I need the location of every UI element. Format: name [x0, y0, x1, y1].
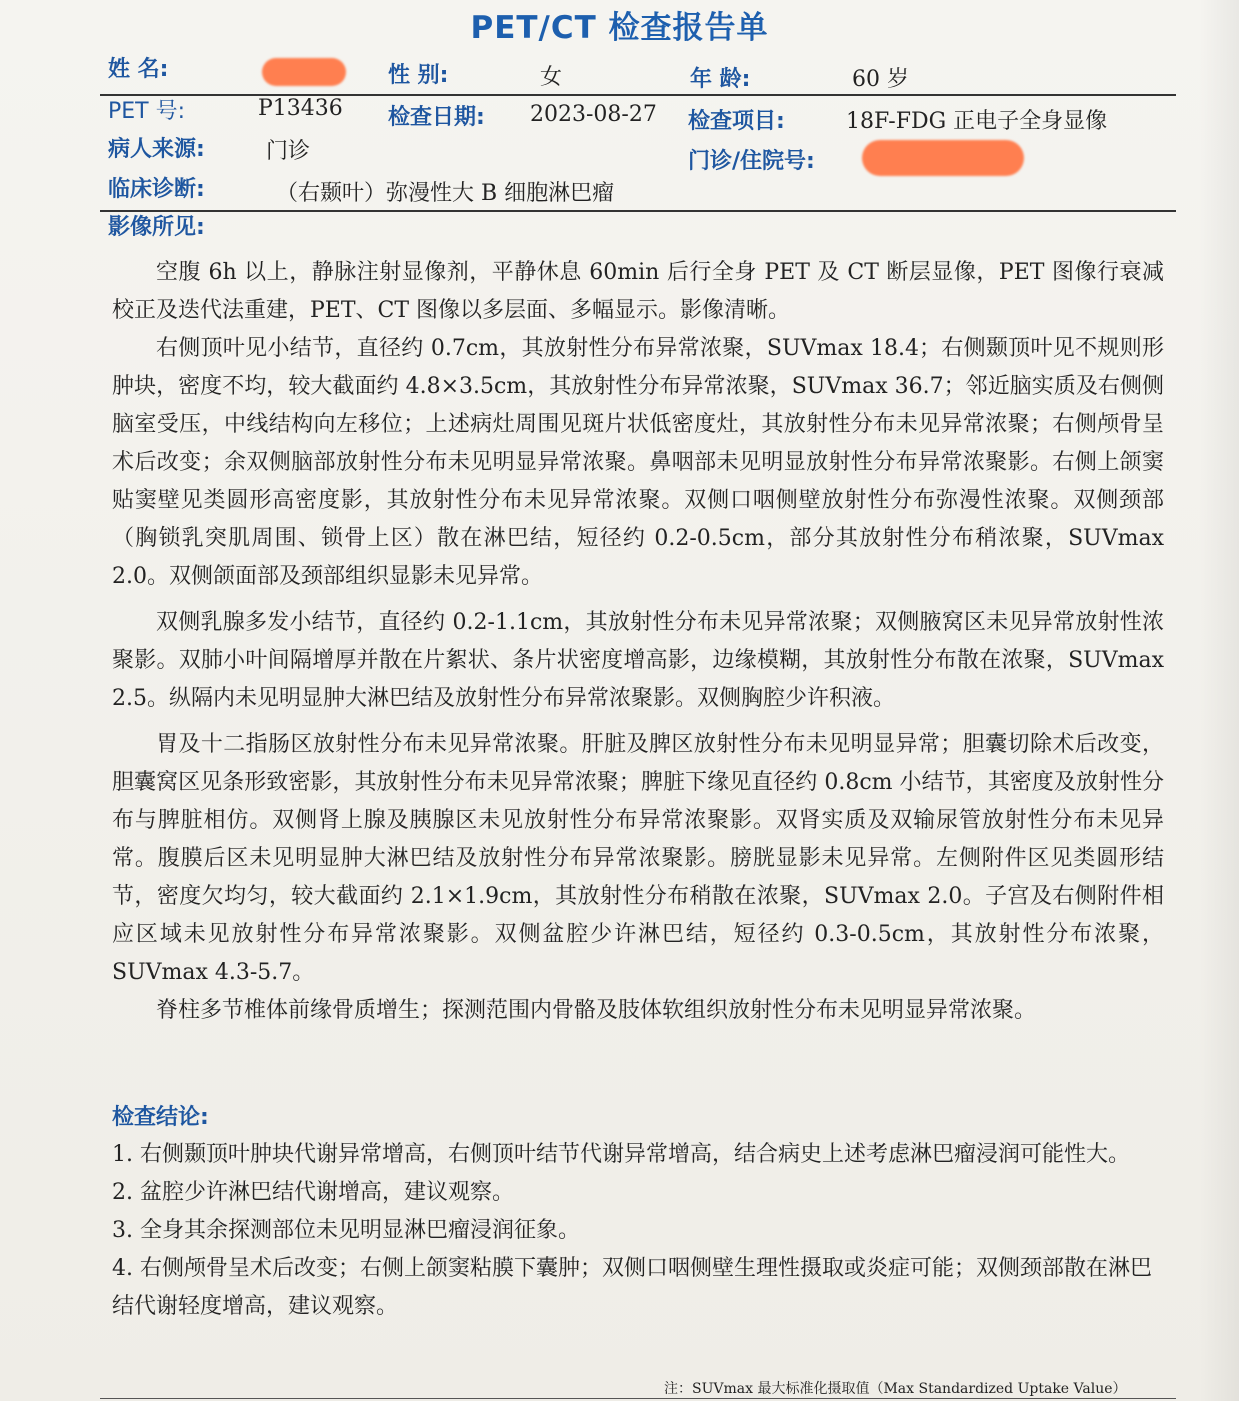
outpatient-no-redaction — [862, 140, 1024, 176]
exam-date-label: 检查日期: — [388, 105, 485, 130]
name-redaction — [262, 58, 346, 86]
findings-paragraph: 胃及十二指肠区放射性分布未见异常浓聚。肝脏及脾区放射性分布未见明显异常；胆囊切除术后改变，胆囊窝区见条形致密影，其放射性分布未见异常浓聚；脾脏下缘见直径约 0.8cm 小结节，其密度及放射性分布与脾脏相仿。双侧肾上腺及胰腺区未见放射性分布异常浓聚影。双肾实质及双输尿管放射性分布未见异常。腹膜后区未见明显肿大淋巴结及放射性分布异常浓聚影。膀胱显影未见异常。左侧附件区见类圆形结节，密度欠均匀，较大截面约 2.1×1.9cm，其放射性分布稍散在浓聚，SUVmax 2.0。子宫及右侧附件相应区域未见放射性分布异常浓聚影。双侧盆腔少许淋巴结，短径约 0.3-0.5cm，其放射性分布浓聚，SUVmax 4.3-5.7。 — [112, 732, 1164, 985]
findings-paragraph: 右侧顶叶见小结节，直径约 0.7cm，其放射性分布异常浓聚，SUVmax 18.4；右侧颞顶叶见不规则形肿块，密度不均，较大截面约 4.8×3.5cm，其放射性分布异常浓聚，SUVmax 36.7；邻近脑实质及右侧侧脑室受压，中线结构向左移位；上述病灶周围见斑片状低密度灶，其放射性分布未见异常浓聚；右侧颅骨呈术后改变；余双侧脑部放射性分布未见明显异常浓聚。鼻咽部未见明显放射性分布异常浓聚影。右侧上颌窦贴窦壁见类圆形高密度影，其放射性分布未见异常浓聚。双侧口咽侧壁放射性分布弥漫性浓聚。双侧颈部（胸锁乳突肌周围、锁骨上区）散在淋巴结，短径约 0.2-0.5cm，部分其放射性分布稍浓聚，SUVmax 2.0。双侧颌面部及颈部组织显影未见异常。 — [112, 336, 1164, 589]
findings-paragraph: 双侧乳腺多发小结节，直径约 0.2-1.1cm，其放射性分布未见异常浓聚；双侧腋窝区未见异常放射性浓聚影。双肺小叶间隔增厚并散在片絮状、条片状密度增高影，边缘模糊，其放射性分布散在浓聚，SUVmax 2.5。纵隔内未见明显肿大淋巴结及放射性分布异常浓聚影。双侧胸腔少许积液。 — [112, 610, 1164, 711]
bottom-divider — [100, 1398, 1176, 1399]
findings-paragraph: 空腹 6h 以上，静脉注射显像剂，平静休息 60min 后行全身 PET 及 CT 断层显像，PET 图像行衰减校正及迭代法重建，PET、CT 图像以多层面、多幅显示。影像清晰。 — [112, 260, 1164, 323]
age-label: 年 龄: — [690, 67, 751, 92]
findings-body — [112, 254, 1164, 1030]
conclusion-item: 4. 右侧颅骨呈术后改变；右侧上颌窦粘膜下囊肿；双侧口咽侧壁生理性摄取或炎症可能；双侧颈部散在淋巴结代谢轻度增高，建议观察。 — [112, 1256, 1152, 1319]
sex-value: 女 — [540, 65, 563, 90]
findings-paragraph: 脊柱多节椎体前缘骨质增生；探测范围内骨骼及肢体软组织放射性分布未见明显异常浓聚。 — [156, 998, 1037, 1023]
findings-divider — [100, 210, 1176, 212]
page-edge-shadow — [1199, 0, 1239, 1401]
exam-date-value: 2023-08-27 — [530, 102, 657, 127]
outpatient-no-label: 门诊/住院号: — [688, 149, 815, 174]
clinical-diagnosis-label: 临床诊断: — [108, 177, 205, 202]
findings-label: 影像所见: — [108, 215, 205, 240]
conclusion-item: 3. 全身其余探测部位未见明显淋巴瘤浸润征象。 — [112, 1218, 580, 1243]
conclusion-list — [112, 1136, 1164, 1326]
clinical-diagnosis-value: （右颞叶）弥漫性大 B 细胞淋巴瘤 — [276, 181, 615, 206]
conclusion-item: 1. 右侧颞顶叶肿块代谢异常增高，右侧顶叶结节代谢异常增高，结合病史上述考虑淋巴瘤浸润可能性大。 — [112, 1142, 1130, 1167]
exam-item-label: 检查项目: — [688, 109, 785, 134]
patient-source-value: 门诊 — [266, 139, 311, 164]
conclusion-label: 检查结论: — [112, 1105, 209, 1130]
name-label: 姓 名: — [108, 57, 169, 82]
age-value: 60 岁 — [852, 67, 909, 92]
exam-item-value: 18F-FDG 正电子全身显像 — [846, 109, 1108, 134]
report-title: PET/CT 检查报告单 — [470, 10, 769, 46]
sex-label: 性 别: — [388, 63, 449, 88]
pet-no-label: PET 号: — [108, 99, 186, 124]
pet-no-value: P13436 — [258, 96, 343, 121]
patient-source-label: 病人来源: — [108, 137, 205, 162]
suvmax-footnote: 注：SUVmax 最大标准化摄取值（Max Standardized Uptake Value） — [664, 1381, 1127, 1397]
conclusion-item: 2. 盆腔少许淋巴结代谢增高，建议观察。 — [112, 1180, 514, 1205]
